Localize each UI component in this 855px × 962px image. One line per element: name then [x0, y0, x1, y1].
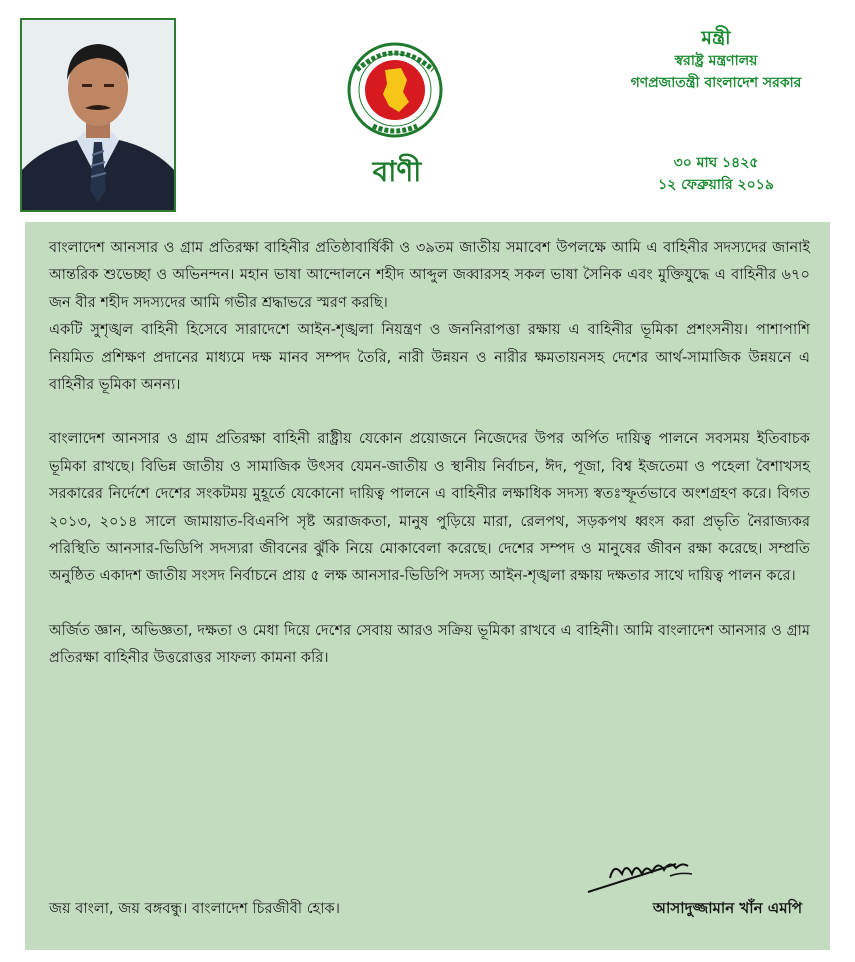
- date-bangla: ৩০ মাঘ ১৪২৫: [673, 155, 759, 171]
- message-paragraph-3: বাংলাদেশ আনসার ও গ্রাম প্রতিরক্ষা বাহিনী রাষ্ট্রীয় যেকোন প্রয়োজনে নিজেদের উপর অর্পিত দায়িত্ব পালনে সবসময় ইতিবাচক ভূমিকা রাখছে। বিভিন্ন জাতীয় ও সামাজিক উৎসব যেমন-জাতীয় ও স্থানীয় নির্বাচন, ঈদ, পূজা, বিশ্ব ইজতেমা ও পহেলা বৈশাখসহ সরকারের নির্দেশে দেশের সংকটময় মুহূর্তে যেকোনো দায়িত্ব পালনে এ বাহিনীর লক্ষাধিক সদস্য স্বতঃস্ফূর্তভাবে অংশগ্রহণ করে। বিগত ২০১৩, ২০১৪ সালে জামায়াত-বিএনপি সৃষ্ট অরাজকতা, মানুষ পুড়িয়ে মারা, রেলপথ, সড়কপথ ধ্বংস করা প্রভৃতি নৈরাজ্যকর পরিস্থিতি আনসার-ভিডিপি সদস্যরা জীবনের ঝুঁকি নিয়ে মোকাবেলা করেছে। দেশের সম্পদ ও মানুষের জীবন রক্ষা করেছে। সম্প্রতি অনুষ্ঠিত একাদশ জাতীয় সংসদ নির্বাচনে প্রায় ৫ লক্ষ আনসার-ভিডিপি সদস্য আইন-শৃঙ্খলা রক্ষায় দক্ষতার সাথে দায়িত্ব পালন করে।: [49, 430, 810, 585]
- designation-block: [600, 26, 832, 94]
- portrait-photo-icon: [22, 20, 174, 210]
- government-seal: [337, 40, 453, 140]
- message-panel: [25, 222, 830, 950]
- section-title: বাণী: [372, 155, 422, 188]
- message-paragraph-4: অর্জিত জ্ঞান, অভিজ্ঞতা, দক্ষতা ও মেধা দিয়ে দেশের সেবায় আরও সক্রিয় ভূমিকা রাখবে এ বাহিনী। আমি বাংলাদেশ আনসার ও গ্রাম প্রতিরক্ষা বাহিনীর উত্তরোত্তর সাফল্য কামনা করি।: [49, 621, 810, 667]
- signature-icon: [580, 854, 700, 898]
- closing-row: [49, 882, 810, 922]
- government-name: গণপ্রজাতন্ত্রী বাংলাদেশ সরকার: [630, 75, 802, 91]
- minister-portrait: [20, 18, 176, 212]
- ministry-name: স্বরাষ্ট্র মন্ত্রণালয়: [674, 53, 758, 69]
- date-block: [600, 152, 832, 196]
- closing-slogan: জয় বাংলা, জয় বঙ্গবন্ধু। বাংলাদেশ চিরজীবী হোক।: [49, 900, 340, 917]
- designation: মন্ত্রী: [701, 27, 731, 49]
- message-paragraph-2: একটি সুশৃঙ্খল বাহিনী হিসেবে সারাদেশে আইন-শৃঙ্খলা নিয়ন্ত্রণ ও জননিরাপত্তা রক্ষায় এ বাহিনীর ভূমিকা প্রশংসনীয়। পাশাপাশি নিয়মিত প্রশিক্ষণ প্রদানের মাধ্যমে দক্ষ মানব সম্পদ তৈরি, নারী উন্নয়ন ও নারীর ক্ষমতায়নসহ দেশের আর্থ-সামাজিক উন্নয়নে এ বাহিনীর ভূমিকা অনন্য।: [49, 321, 810, 394]
- signatory-name: আসাদুজ্জামান খাঁন এমপি: [652, 899, 802, 917]
- government-seal-icon: [337, 40, 453, 140]
- message-paragraph-1: বাংলাদেশ আনসার ও গ্রাম প্রতিরক্ষা বাহিনীর প্রতিষ্ঠাবার্ষিকী ও ৩৯তম জাতীয় সমাবেশ উপলক্ষে আমি এ বাহিনীর সদস্যদের জানাই আন্তরিক শুভেচ্ছা ও অভিনন্দন। মহান ভাষা আন্দোলনে শহীদ আব্দুল জব্বারসহ সকল ভাষা সৈনিক এবং মুক্তিযুদ্ধে এ বাহিনীর ৬৭০ জন বীর শহীদ সদস্যদের আমি গভীর শ্রদ্ধাভরে স্মরণ করছি।: [49, 239, 810, 311]
- date-gregorian: ১২ ফেব্রুয়ারি ২০১৯: [658, 177, 774, 193]
